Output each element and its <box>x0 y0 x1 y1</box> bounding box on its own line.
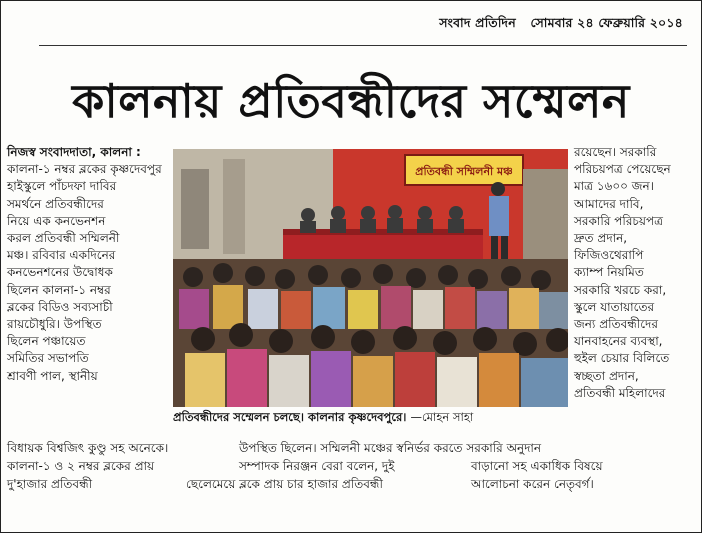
banner-text: প্রতিবন্ধী সম্মিলনী মঞ্চ <box>415 165 513 178</box>
right-line: দ্রুত প্রদান, <box>574 231 628 246</box>
row3-right: আলোচনা করেন নেতৃবর্গ। <box>471 477 594 491</box>
left-line: ব্লকের বিডিও সব্যসাচী <box>7 299 113 314</box>
right-line: সরকারি পরিচয়পত্র <box>574 213 663 228</box>
left-line: কনভেনশনের উদ্বোধক <box>7 265 113 280</box>
row2-mid: সম্পাদক নিরঞ্জন বেরা বলেন, দুই <box>239 459 395 473</box>
paper-name: সংবাদ প্রতিদিন <box>439 15 516 30</box>
left-line: নিয়ে এক কনভেনশন <box>7 213 106 228</box>
photo-illustration <box>173 149 568 407</box>
right-line: আমাদের দাবি, <box>574 196 644 211</box>
left-line: হাইস্কুলে পাঁচদফা দাবির <box>7 179 117 194</box>
caption-text: প্রতিবন্ধীদের সম্মেলন চলছে। কালনার কৃষ্ণদেবপুরে। <box>173 410 407 424</box>
news-photo <box>173 149 568 407</box>
right-line: পরিচয়পত্র পেয়েছেন <box>574 162 671 177</box>
right-line: স্বচ্ছতা প্রদান, <box>574 368 639 383</box>
left-line: রায়চৌধুরি। উপস্থিত <box>7 317 102 332</box>
headline: কালনায় প্রতিবন্ধীদের সম্মেলন <box>72 74 630 128</box>
issue-date: সোমবার ২৪ ফেব্রুয়ারি ২০১৪ <box>530 15 683 30</box>
row3-left: দু'হাজার প্রতিবন্ধী <box>7 477 93 491</box>
row2-left: কালনা-১ ও ২ নম্বর ব্লকের প্রায় <box>7 459 155 473</box>
photo-credit: —মোহন সাহা <box>410 410 474 424</box>
right-line: সরকারি খরচে করা, <box>574 282 667 297</box>
left-line: সমর্থনে প্রতিবন্ধীদের <box>7 196 104 211</box>
left-line: সমিতির সভাপতি <box>7 351 89 366</box>
right-line: ক্যাম্প নিয়মিত <box>574 265 644 280</box>
left-line: ছিলেন পঞ্চায়েত <box>7 334 86 349</box>
right-line: প্রতিবন্ধী মহিলাদের <box>574 385 666 400</box>
byline: নিজস্ব সংবাদদাতা, কালনা : <box>7 145 141 159</box>
masthead <box>439 15 683 35</box>
article-left-column <box>7 144 167 385</box>
photo-caption <box>173 410 568 425</box>
right-line: যানবাহনের ব্যবস্থা, <box>574 334 663 349</box>
right-line: স্কুলে যাতায়াতের <box>574 299 655 314</box>
left-line: মঞ্চ। রবিবার একদিনের <box>7 248 116 263</box>
left-line: ছিলেন কালনা-১ নম্বর <box>7 282 111 297</box>
masthead-rule <box>39 45 687 46</box>
right-line: রয়েছেন। সরকারি <box>574 145 657 159</box>
article-right-column <box>574 144 694 402</box>
right-line: জন্য প্রতিবন্ধীদের <box>574 317 658 332</box>
right-line: হুইল চেয়ার বিলিতে <box>574 351 670 366</box>
left-line: শ্রাবণী পাল, স্থানীয় <box>7 368 98 383</box>
row2-right: বাড়ানো সহ একাধিক বিষয়ে <box>471 459 603 473</box>
row3-mid: ছেলেমেয়ে ব্লকে প্রায় চার হাজার প্রতিবন্ধী <box>186 477 383 491</box>
right-line: মাত্র ১৬০০ জন। <box>574 179 654 194</box>
row1-right: উপস্থিত ছিলেন। সম্মিলনী মঞ্চের স্বনির্ভর করতে সরকারি অনুদান <box>239 441 542 455</box>
left-line: করল প্রতিবন্ধী সম্মিলনী <box>7 231 120 246</box>
row1-left: বিধায়ক বিশ্বজিৎ কুণ্ডু সহ অনেকে। <box>7 441 169 455</box>
right-line: ফিজিওথেরাপি <box>574 248 644 263</box>
left-line: কালনা-১ নম্বর ব্লকের কৃষ্ণদেবপুর <box>7 162 162 177</box>
